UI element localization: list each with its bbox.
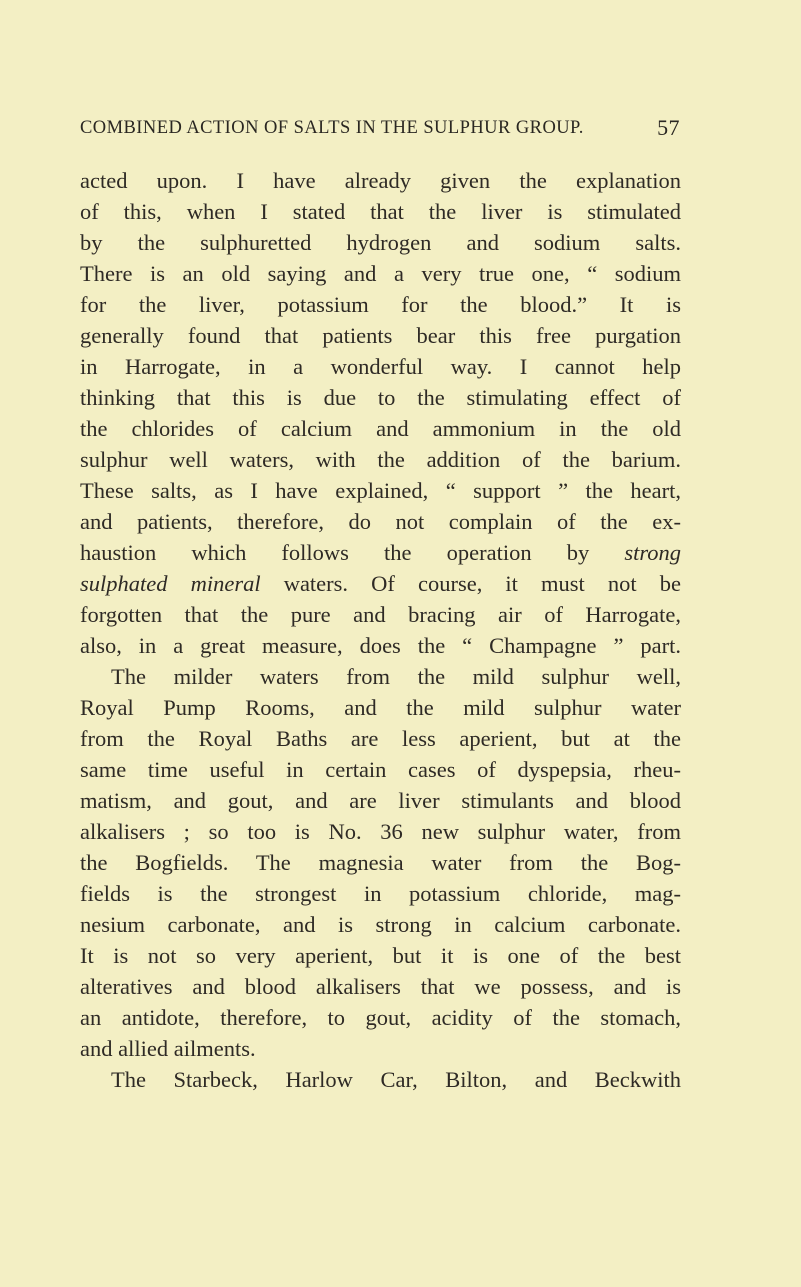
text-line: fields is the strongest in potassium chloride, mag- [80, 881, 681, 906]
text-line: the chlorides of calcium and ammonium in the old [80, 416, 681, 441]
text-line: nesium carbonate, and is strong in calcium carbonate. [80, 912, 681, 937]
text-line: The milder waters from the mild sulphur well, [111, 664, 681, 689]
text-line: in Harrogate, in a wonderful way. I cannot help [80, 354, 681, 379]
text-line: thinking that this is due to the stimulating effect of [80, 385, 681, 410]
text-line: same time useful in certain cases of dyspepsia, rheu- [80, 757, 681, 782]
italic-run: sulphated mineral [80, 571, 261, 596]
page-number: 57 [657, 115, 680, 140]
text-line [80, 573, 681, 596]
text-line: sulphur well waters, with the addition of the barium. [80, 447, 681, 472]
text-line: for the liver, potassium for the blood.” It is [80, 292, 681, 317]
text-run: waters. Of course, it must not be [260, 571, 681, 596]
text-line: and allied ailments. [80, 1036, 256, 1061]
text-line: It is not so very aperient, but it is one of the best [80, 943, 681, 968]
text-line: by the sulphuretted hydrogen and sodium salts. [80, 230, 681, 255]
running-head [80, 115, 680, 146]
text-line: The Starbeck, Harlow Car, Bilton, and Beckwith [111, 1067, 681, 1092]
text-line: the Bogfields. The magnesia water from the Bog- [80, 850, 681, 875]
text-line: There is an old saying and a very true one, “ sodium [80, 261, 681, 286]
text-line: generally found that patients bear this free purgation [80, 323, 681, 348]
text-line: an antidote, therefore, to gout, acidity of the stomach, [80, 1005, 681, 1030]
text-line: acted upon. I have already given the explanation [80, 168, 681, 193]
text-line: from the Royal Baths are less aperient, but at the [80, 726, 681, 751]
text-line: also, in a great measure, does the “ Champagne ” part. [80, 633, 681, 658]
text-line: forgotten that the pure and bracing air of Harrogate, [80, 602, 681, 627]
text-line: and patients, therefore, do not complain of the ex- [80, 509, 681, 534]
text-run: haustion which follows the operation by [80, 540, 625, 565]
text-line: Royal Pump Rooms, and the mild sulphur water [80, 695, 681, 720]
text-line: alteratives and blood alkalisers that we possess, and is [80, 974, 681, 999]
text-line: These salts, as I have explained, “ support ” the heart, [80, 478, 681, 503]
text-line [80, 542, 681, 565]
text-line: matism, and gout, and are liver stimulants and blood [80, 788, 681, 813]
italic-run: strong [624, 540, 681, 565]
text-line: alkalisers ; so too is No. 36 new sulphur water, from [80, 819, 681, 844]
text-line: of this, when I stated that the liver is stimulated [80, 199, 681, 224]
chapter-heading: COMBINED ACTION OF SALTS IN THE SULPHUR GROUP. [80, 118, 584, 138]
